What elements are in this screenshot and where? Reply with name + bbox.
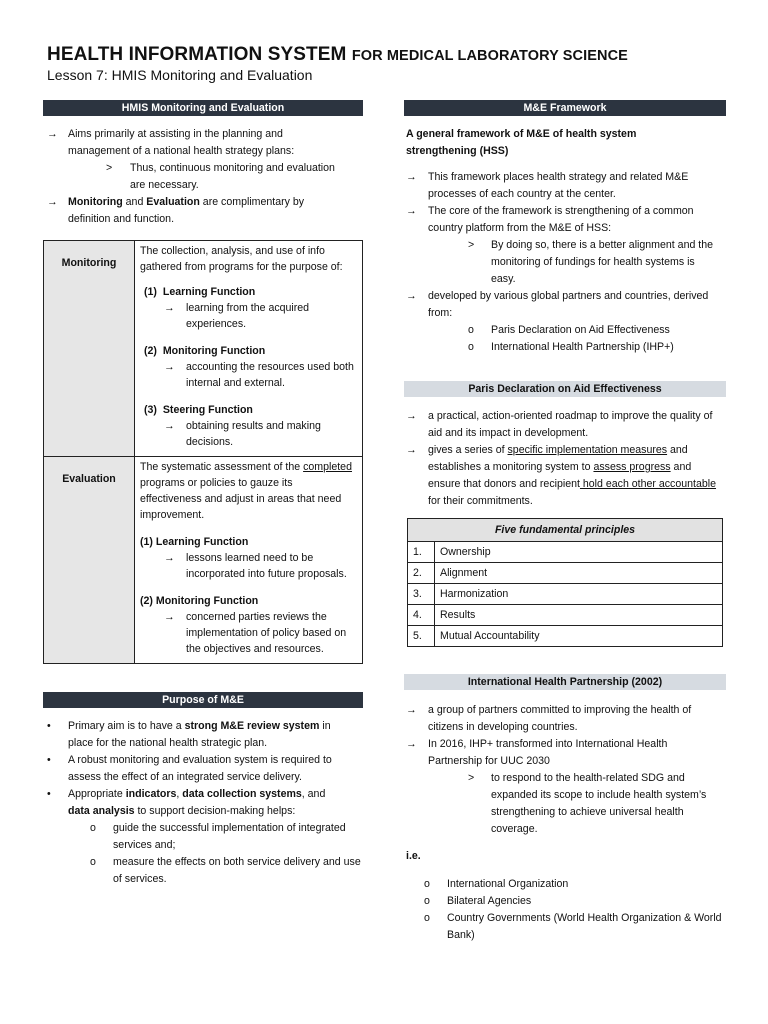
- section-bar-ihp: International Health Partnership (2002): [404, 674, 726, 690]
- arrow-right-icon: →: [406, 738, 417, 750]
- list-item: → This framework places health strategy and related M&E processes of each country at the center.: [406, 171, 689, 200]
- list-item: → In 2016, IHP+ transformed into International Health Partnership for UUC 2030: [406, 738, 668, 767]
- circle-bullet-icon: o: [468, 324, 474, 336]
- lesson-subtitle: Lesson 7: HMIS Monitoring and Evaluation: [47, 67, 313, 83]
- arrow-right-icon: →: [164, 361, 175, 373]
- arrow-right-icon: →: [47, 196, 58, 208]
- list-item: • A robust monitoring and evaluation system is required to assess the effect of an integrated service delivery.: [47, 754, 332, 783]
- principles-header: Five fundamental principles: [408, 519, 723, 542]
- bullet-dot-icon: •: [47, 754, 51, 766]
- chevron-right-icon: >: [106, 162, 113, 174]
- section-bar-framework: M&E Framework: [404, 100, 726, 116]
- section-bar-paris: Paris Declaration on Aid Effectiveness: [404, 381, 726, 397]
- section-bar-hmis: HMIS Monitoring and Evaluation: [43, 100, 363, 116]
- arrow-right-icon: →: [164, 420, 175, 432]
- list-item: → a group of partners committed to improving the health of citizens in developing countries.: [406, 704, 692, 733]
- list-item: → a practical, action-oriented roadmap to improve the quality of aid and its impact in development.: [406, 410, 713, 439]
- list-item: o Paris Declaration on Aid Effectiveness: [404, 322, 726, 339]
- table-row: 3. Harmonization: [408, 584, 723, 605]
- circle-bullet-icon: o: [468, 341, 474, 353]
- list-item: o guide the successful implementation of integrated services and;: [90, 822, 346, 851]
- arrow-right-icon: →: [406, 290, 417, 302]
- bullet-aims: → Aims primarily at assisting in the planning and management of a national health strategy plans:: [47, 128, 295, 157]
- arrow-right-icon: →: [164, 552, 175, 564]
- list-item: > By doing so, there is a better alignment and the monitoring of fundings for health systems is easy.: [468, 239, 714, 285]
- list-item: o measure the effects on both service delivery and use of services.: [90, 856, 361, 885]
- ie-label: i.e.: [406, 850, 421, 862]
- principles-table: [407, 518, 723, 647]
- arrow-right-icon: →: [164, 302, 175, 314]
- list-item: → The core of the framework is strengthening of a common country platform from the M&E of HSS:: [406, 205, 694, 234]
- circle-bullet-icon: o: [90, 822, 96, 834]
- circle-bullet-icon: o: [424, 912, 430, 924]
- framework-heading: A general framework of M&E of health system strengthening (HSS): [406, 128, 637, 157]
- document-title: [47, 44, 628, 66]
- chevron-right-icon: >: [468, 772, 475, 784]
- table-row: [44, 241, 363, 457]
- table-row: [44, 457, 363, 664]
- right-column: [404, 100, 726, 944]
- arrow-right-icon: →: [406, 444, 417, 456]
- bullet-dot-icon: •: [47, 788, 51, 800]
- monitoring-label: Monitoring: [44, 241, 135, 457]
- bullet-complimentary: → Monitoring and Evaluation are complimentary by definition and function.: [47, 196, 305, 225]
- title-main: HEALTH INFORMATION SYSTEM: [47, 44, 347, 65]
- arrow-right-icon: →: [406, 704, 417, 716]
- table-row: 5. Mutual Accountability: [408, 626, 723, 647]
- list-item: > to respond to the health-related SDG and expanded its scope to include health system’s strengthening to achieve universal health coverage.: [468, 772, 707, 835]
- table-header-row: [408, 519, 723, 542]
- circle-bullet-icon: o: [424, 895, 430, 907]
- title-sub: FOR MEDICAL LABORATORY SCIENCE: [351, 48, 628, 64]
- sub-bullet-continuous: > Thus, continuous monitoring and evaluation are necessary.: [106, 162, 335, 191]
- bullet-dot-icon: •: [47, 720, 51, 732]
- arrow-right-icon: →: [406, 171, 417, 183]
- list-item: o Bilateral Agencies: [404, 893, 726, 910]
- evaluation-content: The systematic assessment of the completed programs or policies to gauze its effectiveness and adjust in areas that need improvement. (1) Learning Function → lessons learned need to be incorporated into future proposals. (2) Monitoring Function → concerned parties reviews the implementation of policy based on the objectives and resources.: [135, 457, 363, 664]
- monitoring-content: The collection, analysis, and use of info gathered from programs for the purpose of: (1) Learning Function → learning from the acquired experiences. (2) Monitoring Function → accounting the resources used both internal and external. (3) Steering Function → obtaining results and making decisions.: [135, 241, 363, 457]
- circle-bullet-icon: o: [90, 856, 96, 868]
- arrow-right-icon: →: [406, 410, 417, 422]
- arrow-right-icon: →: [47, 128, 58, 140]
- chevron-right-icon: >: [468, 239, 475, 251]
- arrow-right-icon: →: [164, 611, 175, 623]
- table-row: 1. Ownership: [408, 542, 723, 563]
- list-item: • Appropriate indicators, data collection systems, and data analysis to support decision-making helps:: [47, 788, 326, 817]
- list-item: → developed by various global partners and countries, derived from:: [406, 290, 709, 319]
- table-row: 2. Alignment: [408, 563, 723, 584]
- list-item: • Primary aim is to have a strong M&E review system in place for the national health strategic plan.: [47, 720, 331, 749]
- arrow-right-icon: →: [406, 205, 417, 217]
- list-item: → gives a series of specific implementation measures and establishes a monitoring system to assess progress and ensure that donors and recipient hold each other accountable for their commitments.: [406, 444, 717, 507]
- list-item: o Country Governments (World Health Organization & World Bank): [424, 912, 722, 941]
- section-bar-purpose: Purpose of M&E: [43, 692, 363, 708]
- circle-bullet-icon: o: [424, 878, 430, 890]
- evaluation-label: Evaluation: [44, 457, 135, 664]
- left-column: [43, 100, 363, 888]
- list-item: o International Organization: [404, 876, 726, 893]
- list-item: o International Health Partnership (IHP+): [404, 339, 726, 356]
- table-row: 4. Results: [408, 605, 723, 626]
- monitoring-evaluation-table: [43, 240, 363, 664]
